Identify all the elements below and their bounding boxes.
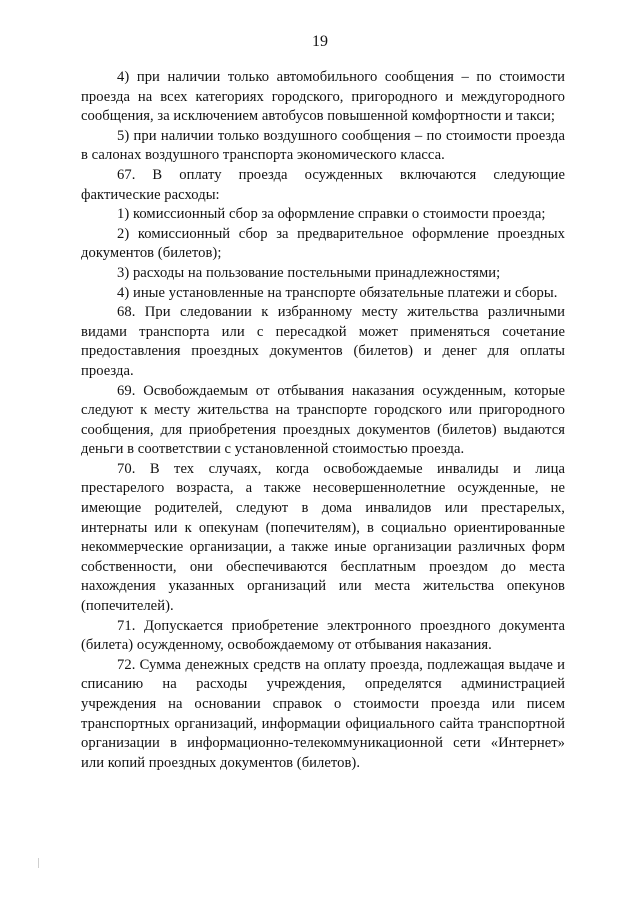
paragraph-70: 70. В тех случаях, когда освобождаемые инвалиды и лица престарелого возраста, а также несовершеннолетние осужденные, не имеющие родителей, следуют в дома инвалидов или престарелых, интернаты или к опекунам (попечителям), в социально ориентированные некоммерческие организации, а также иные организации различных форм собственности, они обеспечиваются бесплатным проездом до места нахождения указанных организаций или места жительства опекунов (попечителей). xyxy=(81,460,565,615)
scan-edge-mark xyxy=(38,858,39,868)
paragraph-69: 69. Освобождаемым от отбывания наказания осужденным, которые следуют к месту жительства на транспорте городского или пригородного сообщения, для приобретения проездных документов (билетов) выдаются деньги в соответствии с установленной стоимостью проезда. xyxy=(81,382,565,458)
paragraph-67: 67. В оплату проезда осужденных включаются следующие фактические расходы: xyxy=(81,166,565,203)
paragraph-68: 68. При следовании к избранному месту жительства различными видами транспорта или с пересадкой может применяться сочетание предоставления проездных документов (билетов) и денег для оплаты проезда. xyxy=(81,304,565,379)
paragraph-71: 71. Допускается приобретение электронного проездного документа (билета) осужденному, освобождаемому от отбывания наказания. xyxy=(81,617,565,654)
paragraph-67-item-4: 4) иные установленные на транспорте обязательные платежи и сборы. xyxy=(117,284,558,301)
paragraph-item-4: 4) при наличии только автомобильного сообщения – по стоимости проезда на всех категориях городского, пригородного и междугородного сообщения, за исключением автобусов повышенной комфортности и такси; xyxy=(81,69,565,125)
paragraph-67-item-1: 1) комиссионный сбор за оформление справки о стоимости проезда; xyxy=(117,206,546,223)
paragraph-67-item-3: 3) расходы на пользование постельными принадлежностями; xyxy=(117,264,501,281)
paragraph-67-item-2: 2) комиссионный сбор за предварительное оформление проездных документов (билетов); xyxy=(81,225,565,262)
paragraph-72: 72. Сумма денежных средств на оплату проезда, подлежащая выдаче и списанию на расходы учреждения, определятся администрацией учреждения на основании справок о стоимости проезда или писем транспортных организаций, информации официального сайта транспортной организации в информационно-телекоммуникационной сети «Интернет» или копий проездных документов (билетов). xyxy=(81,656,565,771)
document-body xyxy=(81,68,565,773)
paragraph-item-5: 5) при наличии только воздушного сообщения – по стоимости проезда в салонах воздушного транспорта экономического класса. xyxy=(81,127,565,164)
page-number: 19 xyxy=(312,33,328,50)
